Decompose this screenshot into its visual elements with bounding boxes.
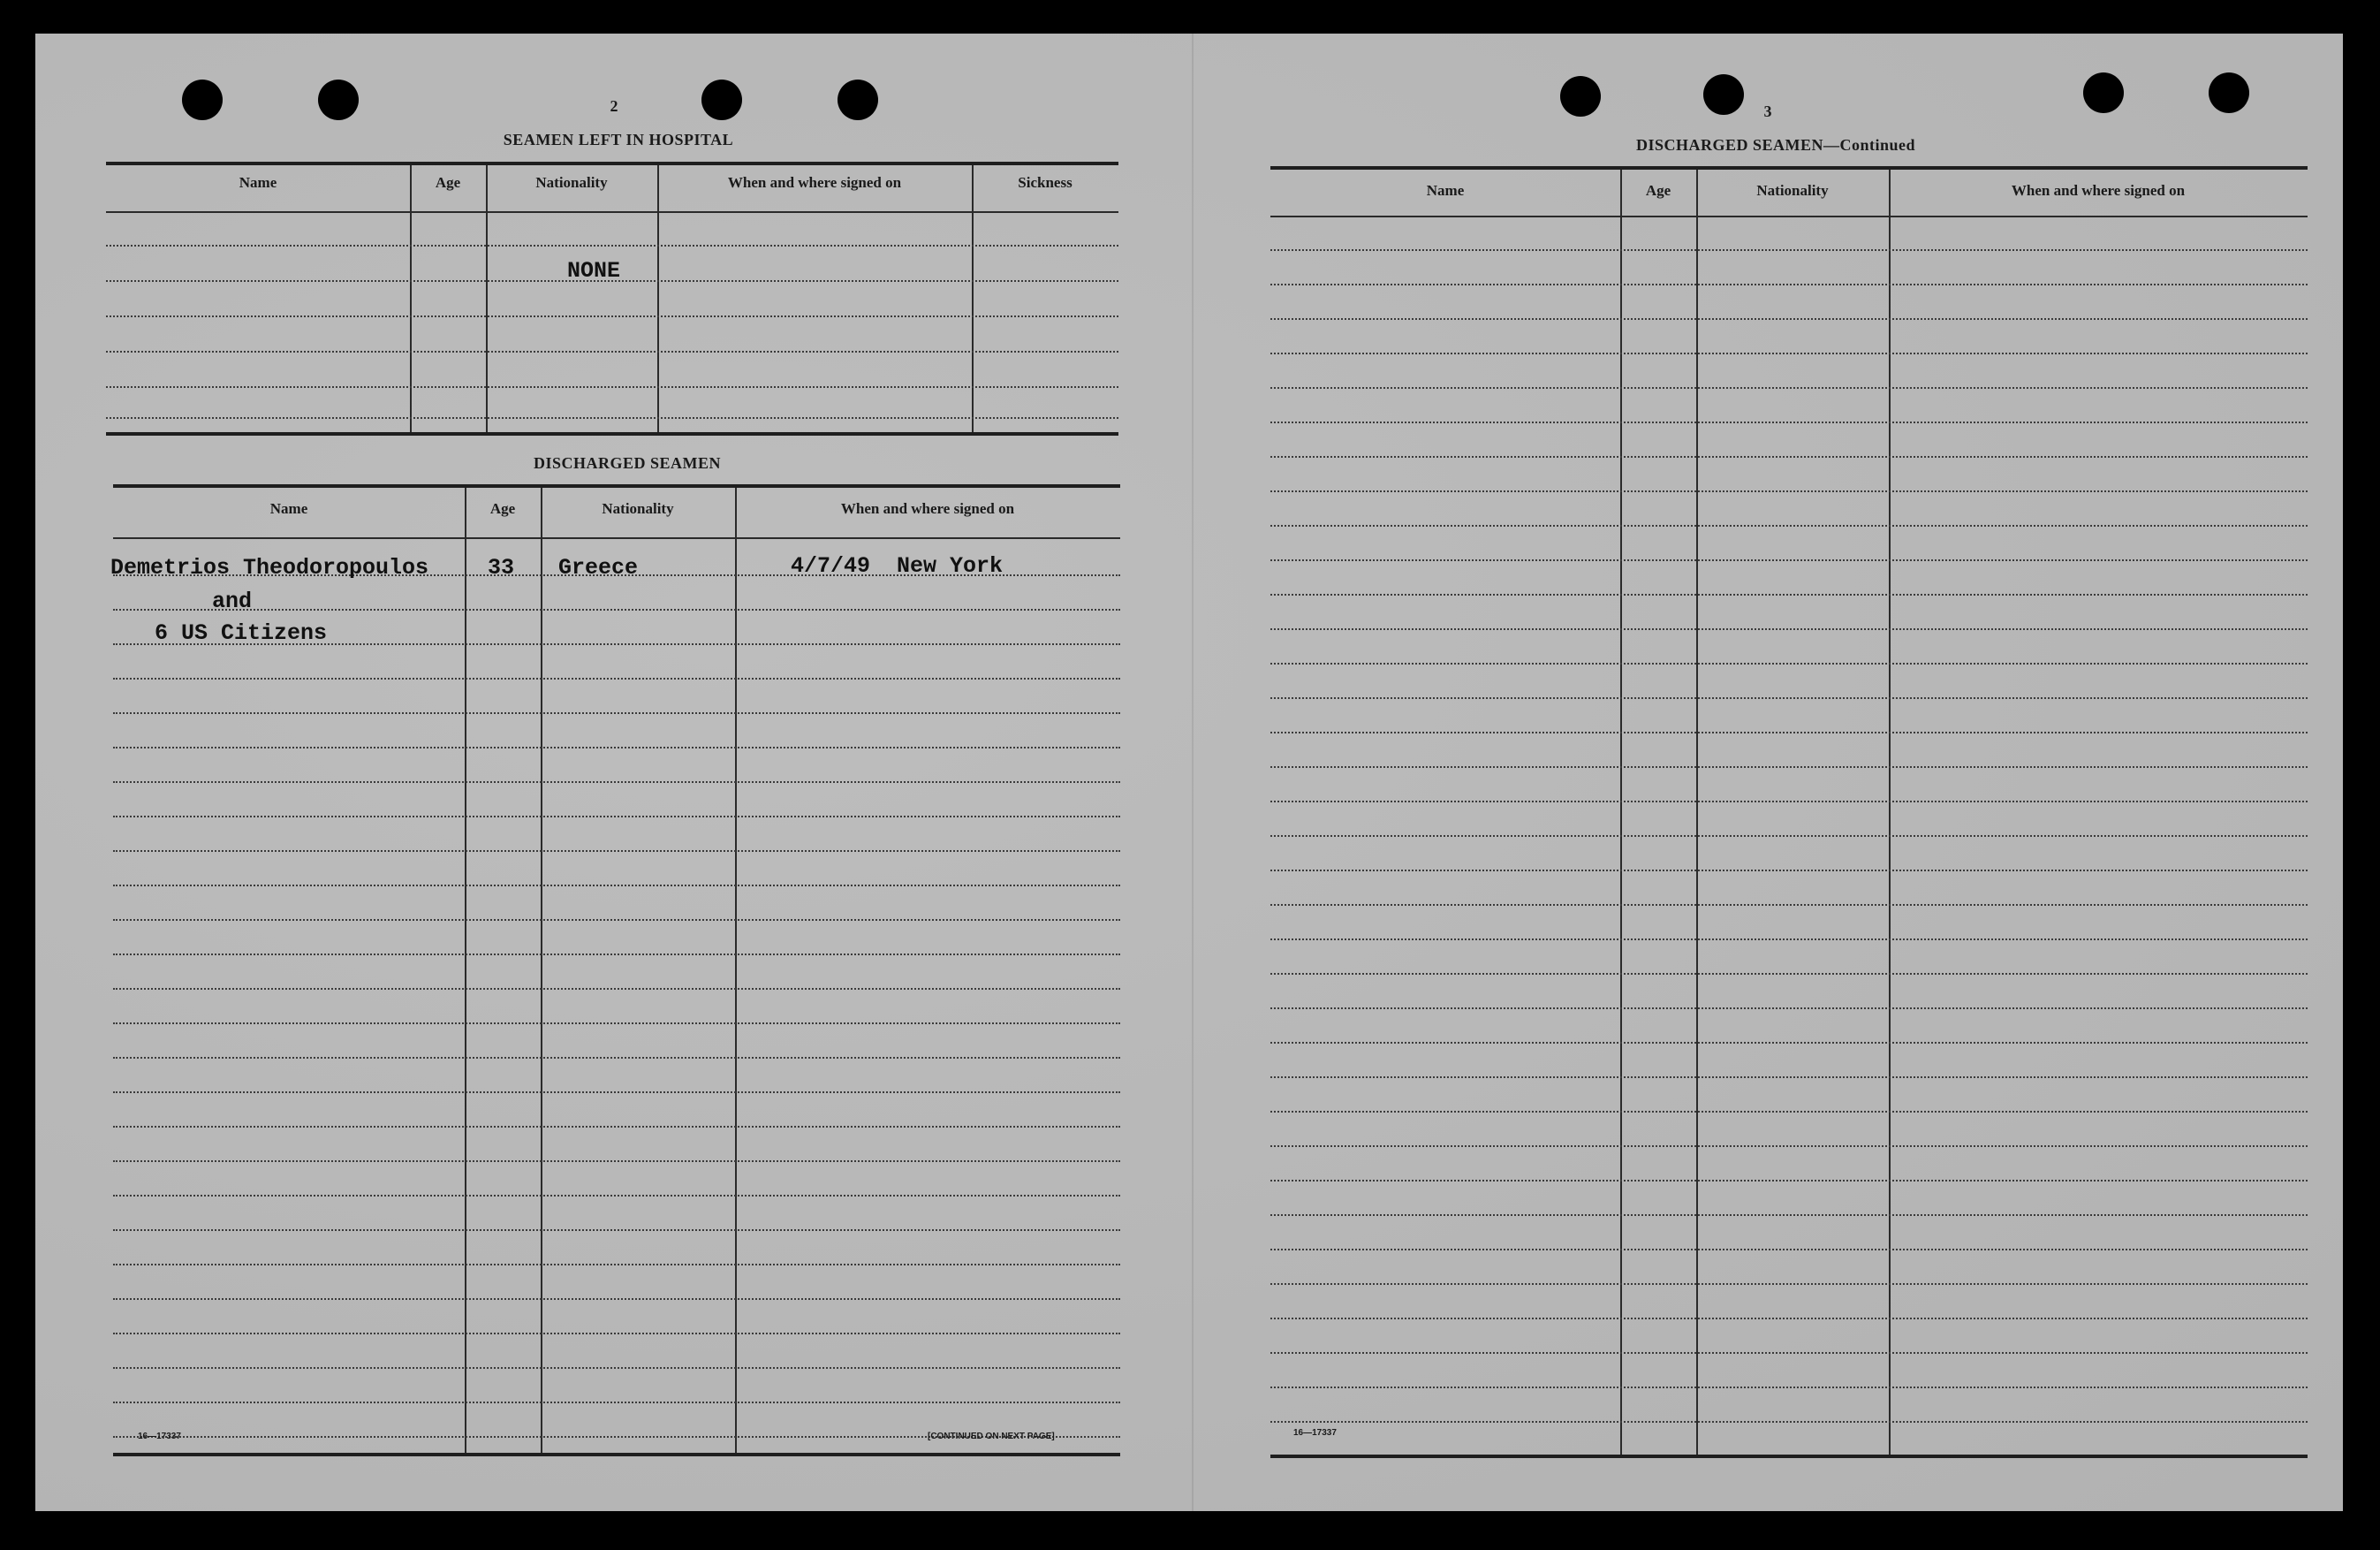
entry-line xyxy=(113,1264,1120,1265)
document-sheet xyxy=(35,34,2343,1511)
entry-line xyxy=(1270,1042,2308,1044)
entry-line xyxy=(1270,697,2308,699)
entry-line xyxy=(1270,490,2308,492)
punch-hole xyxy=(2209,72,2249,113)
entry-line xyxy=(1270,1283,2308,1285)
entry-line xyxy=(106,417,1118,419)
discharged-header-signed-on: When and where signed on xyxy=(840,500,1015,517)
entry-line xyxy=(113,1022,1120,1024)
hospital-header-signed-on: When and where signed on xyxy=(727,174,902,191)
discharged-age: 33 xyxy=(488,555,515,581)
column-divider xyxy=(735,488,737,1453)
entry-line xyxy=(113,1091,1120,1093)
punch-hole xyxy=(182,80,223,120)
continued-header-name: Name xyxy=(1426,182,1465,199)
entry-line xyxy=(1270,1249,2308,1250)
hospital-table xyxy=(106,162,1118,436)
entry-line xyxy=(113,1057,1120,1059)
entry-line xyxy=(1270,1180,2308,1181)
entry-line xyxy=(1270,1111,2308,1113)
punch-hole xyxy=(318,80,359,120)
continued-header-age: Age xyxy=(1645,182,1671,199)
entry-line xyxy=(1270,387,2308,389)
entry-line xyxy=(113,781,1120,783)
discharged-header-name: Name xyxy=(269,500,308,517)
entry-line xyxy=(113,1367,1120,1369)
column-divider xyxy=(486,165,488,432)
hospital-header-age: Age xyxy=(435,174,461,191)
entry-line xyxy=(1270,284,2308,285)
column-divider xyxy=(657,165,659,432)
entry-line xyxy=(1270,249,2308,251)
entry-line xyxy=(1270,1007,2308,1009)
entry-line xyxy=(1270,353,2308,354)
entry-line xyxy=(113,1229,1120,1231)
entry-line xyxy=(1270,456,2308,458)
entry-line xyxy=(1270,594,2308,596)
hospital-section-title: SEAMEN LEFT IN HOSPITAL xyxy=(503,131,734,148)
discharged-continued-table xyxy=(1270,166,2308,1458)
entry-line xyxy=(1270,1421,2308,1423)
entry-line xyxy=(113,885,1120,886)
entry-line xyxy=(1270,938,2308,940)
entry-line xyxy=(1270,1352,2308,1354)
continued-header-nationality: Nationality xyxy=(1756,182,1829,199)
entry-line xyxy=(1270,663,2308,665)
punch-hole xyxy=(1703,74,1744,115)
entry-line xyxy=(1270,801,2308,802)
punch-hole xyxy=(701,80,742,120)
punch-hole xyxy=(838,80,878,120)
entry-line xyxy=(113,816,1120,817)
column-divider xyxy=(465,488,466,1453)
entry-line xyxy=(113,678,1120,680)
entry-line xyxy=(1270,628,2308,630)
entry-line xyxy=(1270,422,2308,423)
column-divider xyxy=(541,488,542,1453)
entry-line xyxy=(1270,1318,2308,1319)
entry-line xyxy=(1270,732,2308,733)
entry-line xyxy=(113,1298,1120,1300)
discharged-signed-on: 4/7/49 New York xyxy=(791,553,1004,579)
entry-line xyxy=(1270,525,2308,527)
entry-line xyxy=(106,245,1118,247)
entry-line xyxy=(1270,1214,2308,1216)
entry-line xyxy=(113,919,1120,921)
entry-line xyxy=(1270,766,2308,768)
entry-line xyxy=(1270,835,2308,837)
form-number-right: 16—17337 xyxy=(1293,1428,1337,1438)
column-divider xyxy=(1889,170,1891,1455)
page-number-right: 3 xyxy=(1763,103,1772,120)
entry-line xyxy=(106,386,1118,388)
hospital-header-nationality: Nationality xyxy=(535,174,608,191)
discharged-name-line-3: 6 US Citizens xyxy=(155,620,328,646)
entry-line xyxy=(113,1126,1120,1128)
entry-line xyxy=(1270,318,2308,320)
discharged-section-title: DISCHARGED SEAMEN xyxy=(533,454,722,472)
hospital-none-entry: NONE xyxy=(567,258,621,284)
entry-line xyxy=(1270,904,2308,906)
form-number-left: 16—17337 xyxy=(138,1432,181,1441)
punch-hole xyxy=(2083,72,2124,113)
entry-line xyxy=(113,1160,1120,1162)
entry-line xyxy=(1270,559,2308,561)
entry-line xyxy=(1270,1387,2308,1388)
hospital-header-name: Name xyxy=(239,174,277,191)
column-divider xyxy=(972,165,974,432)
page-fold xyxy=(1192,34,1194,1511)
entry-line xyxy=(113,712,1120,714)
entry-line xyxy=(113,747,1120,748)
continued-header-signed-on: When and where signed on xyxy=(2011,182,2186,199)
entry-line xyxy=(113,850,1120,852)
discharged-name-line-1: Demetrios Theodoropoulos xyxy=(110,555,429,581)
entry-line xyxy=(113,609,1120,611)
discharged-header-age: Age xyxy=(489,500,516,517)
entry-line xyxy=(106,315,1118,317)
page-number-left: 2 xyxy=(610,97,618,115)
entry-line xyxy=(113,1402,1120,1403)
hospital-header-sickness: Sickness xyxy=(1018,174,1073,191)
entry-line xyxy=(113,954,1120,955)
column-divider xyxy=(410,165,412,432)
entry-line xyxy=(113,1333,1120,1334)
discharged-continued-title: DISCHARGED SEAMEN—Continued xyxy=(1635,136,1916,154)
entry-line xyxy=(1270,1145,2308,1147)
column-divider xyxy=(1620,170,1622,1455)
entry-line xyxy=(113,988,1120,990)
entry-line xyxy=(1270,1076,2308,1078)
discharged-name-line-2: and xyxy=(212,589,253,614)
entry-line xyxy=(1270,870,2308,871)
continued-note: [CONTINUED ON NEXT PAGE] xyxy=(928,1432,1055,1441)
discharged-header-nationality: Nationality xyxy=(602,500,674,517)
entry-line xyxy=(113,1195,1120,1197)
discharged-nationality: Greece xyxy=(558,555,639,581)
punch-hole xyxy=(1560,76,1601,117)
entry-line xyxy=(1270,973,2308,975)
column-divider xyxy=(1696,170,1698,1455)
entry-line xyxy=(106,351,1118,353)
